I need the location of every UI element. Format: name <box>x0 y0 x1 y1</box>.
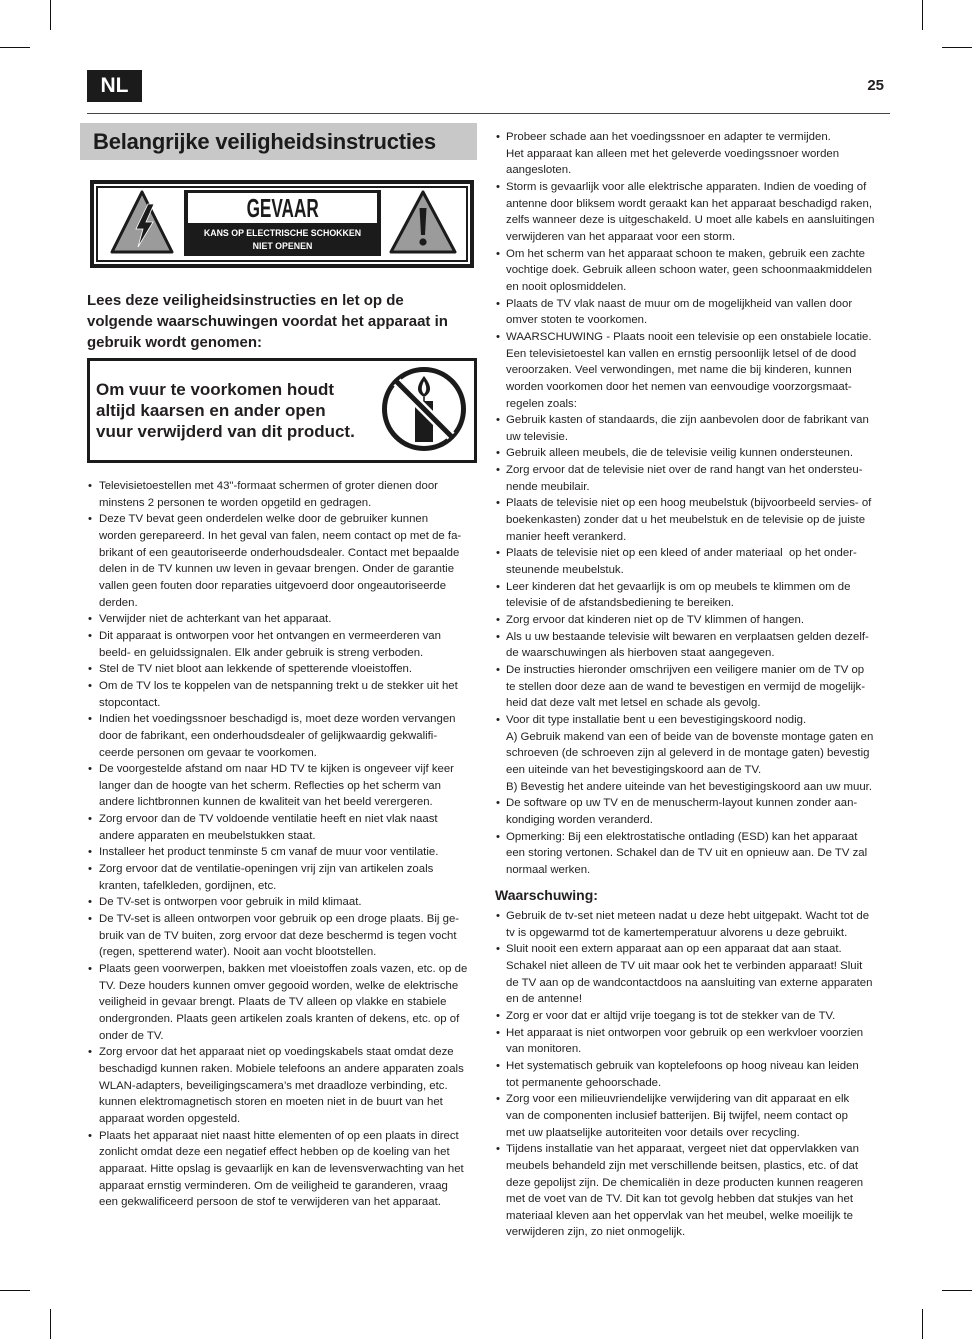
danger-label <box>90 180 474 268</box>
bullet-glyph: • <box>496 1026 500 1039</box>
list-item-line: Probeer schade aan het voedingssnoer en adapter te vermijden. <box>506 131 831 143</box>
list-item <box>495 612 875 629</box>
list-item <box>495 1025 872 1058</box>
list-item-line: steunende meubelstuk. <box>506 564 624 577</box>
list-item <box>87 511 467 611</box>
danger-center-panel <box>184 190 381 256</box>
list-item-line: te stellen door deze aan de wand te bevestigen en vermijd de mogelijk- <box>506 680 866 693</box>
list-item-line: en de antenne! <box>506 993 583 1006</box>
list-item-line: Zorg ervoor dan de TV voldoende ventilatie heeft en niet vlak naast <box>99 813 438 826</box>
list-item <box>87 678 467 711</box>
list-item <box>87 811 467 844</box>
high-voltage-warning-icon <box>110 189 174 255</box>
crop-mark <box>922 0 923 30</box>
list-item-line: Zorg ervoor dat het apparaat niet op voedingskabels staat omdat deze <box>99 1046 454 1059</box>
bullet-glyph: • <box>88 679 92 692</box>
bullet-glyph: • <box>496 910 500 922</box>
intro-line: gebruik wordt genomen: <box>87 334 263 351</box>
bullet-glyph: • <box>88 713 92 726</box>
list-item-line: Tijdens installatie van het apparaat, vergeet niet dat oppervlakken van <box>506 1143 859 1156</box>
list-item-line: Voor dit type installatie bent u een bevestigingskoord nodig. <box>506 713 807 726</box>
list-item-line: zonlicht omdat deze een negatief effect hebben op de koeling van het <box>99 1146 450 1159</box>
list-item <box>87 844 467 861</box>
list-item-line: Zorg ervoor dat de televisie niet over de rand hangt van het ondersteu- <box>506 464 863 477</box>
list-item <box>87 1044 467 1127</box>
bullet-glyph: • <box>88 863 92 876</box>
list-item-line: antenne door bliksem wordt geraakt kan het apparaat beschadigd raken, <box>506 197 873 210</box>
list-item-line: Schakel niet alleen de TV uit maar ook het te verbinden apparaat! Sluit <box>506 959 863 972</box>
list-item-line: schroeven (de schroeven zijn al geleverd in de montage gaten) bevestig <box>506 747 870 760</box>
bullet-glyph: • <box>496 580 500 593</box>
list-item <box>495 246 875 296</box>
list-item <box>495 1141 872 1241</box>
list-item-line: normaal werken. <box>506 863 591 876</box>
list-item-line: apparaat worden opgesteld. <box>99 1112 241 1125</box>
list-item-line: De instructies hieronder omschrijven een veiligere manier om de TV op <box>506 664 865 676</box>
fire-warning-box <box>87 358 477 463</box>
list-item-line: vochtige doek. Gebruik alleen schoon water, geen schoonmaakmiddelen <box>506 264 872 277</box>
list-item-line: De software op uw TV en de menuscherm-layout kunnen zonder aan- <box>506 797 858 810</box>
bullet-glyph: • <box>496 713 500 726</box>
list-item-line: Het systematisch gebruik van koptelefoons op hoog niveau kan leiden <box>506 1059 859 1072</box>
danger-heading: GEVAAR <box>246 193 319 223</box>
bullet-glyph: • <box>88 813 92 826</box>
page-number: 25 <box>867 77 884 94</box>
list-item-line: B) Bevestig het andere uiteinde van het bevestigingskoord aan uw muur. <box>506 780 872 793</box>
list-item-line: een uiteinde van het bevestigingskoord aan de TV. <box>506 763 762 776</box>
list-item <box>495 495 875 545</box>
list-item-line: meubels behandeld zijn met verschillende beitsen, plastics, etc. of dat <box>506 1159 859 1172</box>
list-item-line: Stel de TV niet bloot aan lekkende of spetterende vloeistoffen. <box>99 663 413 676</box>
bullet-glyph: • <box>88 629 92 642</box>
intro-line: Lees deze veiligheidsinstructies en let op de <box>87 292 404 309</box>
list-item <box>495 545 875 578</box>
list-item-line: apparaat ernstig verminderen. Om de veiligheid te garanderen, vraag <box>99 1179 448 1192</box>
list-item-line: Zorg ervoor dat de ventilatie-openingen vrij zijn van artikelen zoals <box>99 863 434 876</box>
list-item-line: beeld- en geluidssignalen. Elk ander gebruik is streng verboden. <box>99 646 424 659</box>
list-item-line: onder de TV. <box>99 1029 164 1042</box>
no-candle-icon <box>381 366 467 452</box>
section-title: Belangrijke veiligheidsinstructies <box>93 129 436 154</box>
right-bullet-list <box>495 129 875 879</box>
list-item-line: tot permanente gehoorschade. <box>506 1076 662 1089</box>
list-item <box>495 445 875 462</box>
list-item-line: de waarschuwingen als hierboven staat aangegeven. <box>506 647 775 660</box>
list-item <box>87 661 467 678</box>
list-item-line: een storing vertonen. Schakel dan de TV uit en opnieuw aan. De TV zal <box>506 847 868 860</box>
list-item <box>87 961 467 1044</box>
bullet-glyph: • <box>496 297 500 310</box>
bullet-glyph: • <box>88 663 92 676</box>
bullet-glyph: • <box>88 763 92 776</box>
list-item-line: Leer kinderen dat het gevaarlijk is om op meubels te klimmen om de <box>506 580 851 593</box>
crop-mark <box>50 1309 51 1339</box>
list-item <box>87 711 467 761</box>
list-item-line: Indien het voedingssnoer beschadigd is, moet deze worden vervangen <box>99 713 456 726</box>
list-item-line: langer dan de hoogte van het scherm. Reflecties op het scherm van <box>99 779 441 792</box>
list-item-line: delen in de TV kunnen uw leven in gevaar brengen. Onder de garantie <box>99 563 455 576</box>
list-item <box>495 129 875 179</box>
list-item <box>495 941 872 1008</box>
bullet-glyph: • <box>496 330 500 343</box>
list-item <box>495 829 875 879</box>
list-item-line: andere lichtbronnen kunnen de kwaliteit van het beeld verergeren. <box>99 796 433 809</box>
fire-warning-line: altijd kaarsen en ander open <box>96 401 326 420</box>
list-item-line: deze gepolijst zijn. De chemicaliën in deze producten kunnen reageren <box>506 1176 864 1189</box>
list-item <box>87 761 467 811</box>
list-item-line: kunnen elektromagnetisch storen en moeten niet in de buurt van het <box>99 1096 443 1109</box>
crop-mark <box>50 0 51 30</box>
list-item-line: WAARSCHUWING - Plaats nooit een televisie op een onstabiele locatie. <box>506 330 872 343</box>
list-item-line: en nooit oplosmiddelen. <box>506 280 627 293</box>
list-item-line: boekenkasten) zonder dat u het meubelstuk en de televisie op de juiste <box>506 514 866 527</box>
list-item-line: verwijderen zijn, zo niet onmogelijk. <box>506 1226 686 1239</box>
list-item-line: vallen geen fouten door reparaties uitgevoerd door ongeautoriseerde <box>99 579 447 592</box>
list-item-line: kondiging worden veranderd. <box>506 813 653 826</box>
list-item-line: Een televisietoestel kan vallen en ernstig persoonlijk letsel of de dood <box>506 347 857 360</box>
list-item-line: bruik van de TV buiten, zorg ervoor dat deze beschermd is tegen vocht <box>99 929 457 942</box>
list-item <box>87 611 467 628</box>
list-item <box>495 329 875 412</box>
bullet-glyph: • <box>496 247 500 260</box>
bullet-glyph: • <box>88 963 92 976</box>
bullet-glyph: • <box>496 1143 500 1156</box>
bullet-glyph: • <box>88 480 92 492</box>
bullet-glyph: • <box>88 1129 92 1142</box>
list-item-line: derden. <box>99 596 138 609</box>
list-item <box>495 579 875 612</box>
list-item-line: Zorg er voor dat er altijd vrije toegang is tot de stekker van de TV. <box>506 1009 836 1022</box>
language-badge: NL <box>87 70 142 102</box>
list-item-line: Het apparaat is niet ontworpen voor gebruik op een werkvloer voorzien <box>506 1026 864 1039</box>
header-rule <box>87 113 890 114</box>
crop-mark <box>942 1290 972 1291</box>
bullet-glyph: • <box>496 180 500 193</box>
list-item-line: Storm is gevaarlijk voor alle elektrische apparaten. Indien de voeding of <box>506 180 867 193</box>
bullet-glyph: • <box>88 1046 92 1059</box>
list-item-line: (regen, spetterend water). Nooit aan vocht blootstellen. <box>99 946 377 959</box>
intro-paragraph <box>87 290 448 353</box>
danger-subtext-line: NIET OPENEN <box>252 241 313 251</box>
list-item-line: Dit apparaat is ontworpen voor het ontvangen en vermeerderen van <box>99 629 441 642</box>
list-item-line: stopcontact. <box>99 696 161 709</box>
list-item <box>495 1008 872 1025</box>
crop-mark <box>0 47 30 48</box>
list-item <box>495 712 875 795</box>
bullet-glyph: • <box>496 497 500 510</box>
intro-line: volgende waarschuwingen voordat het apparaat in <box>87 313 448 330</box>
list-item-line: door de fabrikant, een onderhoudsdealer of gelijkwaardig gekwalifi- <box>99 729 438 742</box>
list-item <box>495 179 875 246</box>
list-item <box>495 908 872 941</box>
list-item-line: Om het scherm van het apparaat schoon te maken, gebruik een zachte <box>506 247 866 260</box>
list-item-line: met de voet van de TV. Dit kan tot gevolg hebben dat stukjes van het <box>506 1193 854 1206</box>
bullet-glyph: • <box>88 613 92 626</box>
list-item-line: apparaat. Hitte opslag is gevaarlijk en kan de levensverwachting van het <box>99 1162 464 1175</box>
bullet-glyph: • <box>88 846 92 859</box>
list-item-line: Het apparaat kan alleen met het geleverde voedingssnoer worden <box>506 147 840 160</box>
bullet-glyph: • <box>496 447 500 460</box>
list-item-line: Zorg voor een milieuvriendelijke verwijdering van dit apparaat en elk <box>506 1093 850 1106</box>
list-item-line: Gebruik de tv-set niet meteen nadat u deze hebt uitgepakt. Wacht tot de <box>506 910 870 922</box>
list-item <box>495 662 875 712</box>
list-item-line: Om de TV los te koppelen van de netspanning trekt u de stekker uit het <box>99 679 458 692</box>
crop-mark <box>922 1309 923 1339</box>
list-item <box>87 894 467 911</box>
list-item-line: Plaats geen voorwerpen, bakken met vloeistoffen zoals vazen, etc. op de <box>99 963 468 976</box>
list-item-line: Gebruik kasten of standaards, die zijn aanbevolen door de fabrikant van <box>506 414 869 427</box>
list-item-line: worden voorkomen door het nemen van eenvoudige voorzorgsmaat- <box>506 380 852 393</box>
danger-subtext-line: KANS OP ELECTRISCHE SCHOKKEN <box>203 228 362 238</box>
bullet-glyph: • <box>496 1009 500 1022</box>
bullet-glyph: • <box>88 513 92 526</box>
bullet-glyph: • <box>496 797 500 810</box>
list-item-line: Televisietoestellen met 43"-formaat schermen of groter dienen door <box>99 480 438 492</box>
list-item-line: tv is opgewarmd tot de kamertemperatuur alvorens u deze gebruikt. <box>506 926 848 939</box>
warning-bullet-list <box>495 908 872 1241</box>
list-item-line: A) Gebruik makend van een of beide van de bovenste montage gaten en <box>506 730 874 743</box>
list-item <box>495 629 875 662</box>
list-item-line: omver stoten te voorkomen. <box>506 314 648 327</box>
list-item-line: materiaal kleven aan het oppervlak van het meubel, welke moeilijk te <box>506 1209 853 1222</box>
list-item-line: worden gerepareerd. In het geval van falen, neem contact op met de fa- <box>99 529 462 542</box>
list-item-line: zelfs wanneer deze is uitgeschakeld. U moet alle kabels en aansluitingen <box>506 214 875 227</box>
list-item-line: De voorgestelde afstand om naar HD TV te kijken is ongeveer vijf keer <box>99 763 454 776</box>
list-item-line: manier heeft verankerd. <box>506 530 627 543</box>
list-item-line: uw televisie. <box>506 430 569 443</box>
bullet-glyph: • <box>496 1093 500 1106</box>
list-item-line: Deze TV bevat geen onderdelen welke door de gebruiker kunnen <box>99 513 429 526</box>
list-item-line: beschadigd kunnen raken. Mobiele telefoons an andere apparaten zoals <box>99 1062 464 1075</box>
list-item-line: Verwijder niet de achterkant van het apparaat. <box>99 613 332 626</box>
bullet-glyph: • <box>88 896 92 909</box>
exclamation-warning-icon <box>389 189 457 255</box>
list-item-line: ondergronden. Plaats geen artikelen zoals kranten of dekens, etc. op of <box>99 1013 460 1025</box>
list-item-line: een gekwalificeerd persoon de stof te verwijderen van het apparaat. <box>99 1196 441 1209</box>
list-item-line: Sluit nooit een extern apparaat aan op een apparaat dat aan staat. <box>506 943 842 956</box>
list-item-line: heid dat deze valt met letsel en schade als gevolg. <box>506 697 761 710</box>
bullet-glyph: • <box>496 630 500 643</box>
bullet-glyph: • <box>496 664 500 676</box>
list-item-line: verwijderen van het apparaat voor een storm. <box>506 230 736 243</box>
bullet-glyph: • <box>496 131 500 143</box>
bullet-glyph: • <box>496 547 500 560</box>
crop-mark <box>942 47 972 48</box>
list-item-line: WLAN-adapters, beveiligingscamera’s met draadloze verbinding, etc. <box>99 1079 448 1092</box>
list-item-line: nende meubilair. <box>506 480 590 493</box>
fire-warning-text <box>96 379 355 442</box>
list-item <box>87 861 467 894</box>
list-item-line: Plaats de TV vlak naast de muur om de mogelijkheid van vallen door <box>506 297 853 310</box>
list-item-line: Installeer het product tenminste 5 cm vanaf de muur voor ventilatie. <box>99 846 439 859</box>
list-item-line: brikant of een geautoriseerde onderhoudsdealer. Contact met bepaalde <box>99 546 460 559</box>
list-item-line: minstens 2 personen te worden opgetild en gedragen. <box>99 496 372 509</box>
list-item-line: andere apparaten en meubelstukken staat. <box>99 829 316 842</box>
list-item-line: veroorzaken. Veel verwondingen, met name die bij kinderen, kunnen <box>506 364 852 377</box>
fire-warning-line: vuur verwijderd van dit product. <box>96 422 355 441</box>
list-item-line: ceerde personen om gevaar te voorkomen. <box>99 746 317 759</box>
list-item-line: Als u uw bestaande televisie wilt bewaren en verplaatsen gelden dezelf- <box>506 630 869 643</box>
list-item-line: veiligheid in gevaar brengt. Plaats de TV alleen op vlakke en stabiele <box>99 996 447 1009</box>
list-item-line: Gebruik alleen meubels, die de televisie veilig kunnen ondersteunen. <box>506 447 854 460</box>
list-item-line: kranten, tafelkleden, gordijnen, etc. <box>99 879 277 892</box>
section-title-bar <box>80 123 477 160</box>
list-item <box>495 296 875 329</box>
bullet-glyph: • <box>496 464 500 477</box>
list-item <box>495 795 875 828</box>
list-item <box>495 1091 872 1141</box>
list-item <box>495 462 875 495</box>
list-item-line: Opmerking: Bij een elektrostatische ontlading (ESD) kan het apparaat <box>506 830 858 843</box>
bullet-glyph: • <box>496 943 500 956</box>
list-item <box>87 628 467 661</box>
list-item-line: de TV aan op de wandcontactdoos na aansluiting van externe apparaten <box>506 976 873 989</box>
list-item-line: aangesloten. <box>506 164 572 177</box>
list-item-line: televisie of de afstandsbediening te bereiken. <box>506 597 734 610</box>
list-item <box>87 1128 467 1211</box>
list-item-line: De TV-set is alleen ontworpen voor gebruik op een droge plaats. Bij ge- <box>99 913 460 926</box>
list-item <box>87 478 467 511</box>
list-item <box>87 911 467 961</box>
list-item <box>495 1058 872 1091</box>
list-item-line: Plaats de televisie niet op een hoog meubelstuk (bijvoorbeeld servies- of <box>506 497 872 510</box>
list-item-line: met uw plaatselijke autoriteiten voor details over recycling. <box>506 1126 800 1139</box>
left-bullet-list <box>87 478 467 1211</box>
list-item-line: TV. Deze houders kunnen omver gegooid worden, welke de elektrische <box>99 979 459 992</box>
warning-heading: Waarschuwing: <box>495 887 598 903</box>
list-item-line: van de componenten inclusief batterijen. Bij twijfel, neem contact op <box>506 1109 848 1122</box>
exclamation-dot-shape <box>419 238 426 245</box>
crop-mark <box>0 1290 30 1291</box>
list-item-line: Zorg ervoor dat kinderen niet op de TV klimmen of hangen. <box>506 614 805 627</box>
bullet-glyph: • <box>88 913 92 926</box>
list-item-line: van monitoren. <box>506 1043 582 1056</box>
danger-heading-box <box>188 193 377 223</box>
bullet-glyph: • <box>496 614 500 627</box>
bullet-glyph: • <box>496 1059 500 1072</box>
list-item-line: De TV-set is ontworpen voor gebruik in mild klimaat. <box>99 896 362 909</box>
list-item-line: Plaats het apparaat niet naast hitte elementen of op een plaats in direct <box>99 1129 459 1142</box>
list-item-line: Plaats de televisie niet op een kleed of ander materiaal op het onder- <box>506 547 857 560</box>
list-item <box>495 412 875 445</box>
list-item-line: regelen zoals: <box>506 397 577 410</box>
fire-warning-line: Om vuur te voorkomen houdt <box>96 380 335 399</box>
bullet-glyph: • <box>496 830 500 843</box>
bullet-glyph: • <box>496 414 500 427</box>
